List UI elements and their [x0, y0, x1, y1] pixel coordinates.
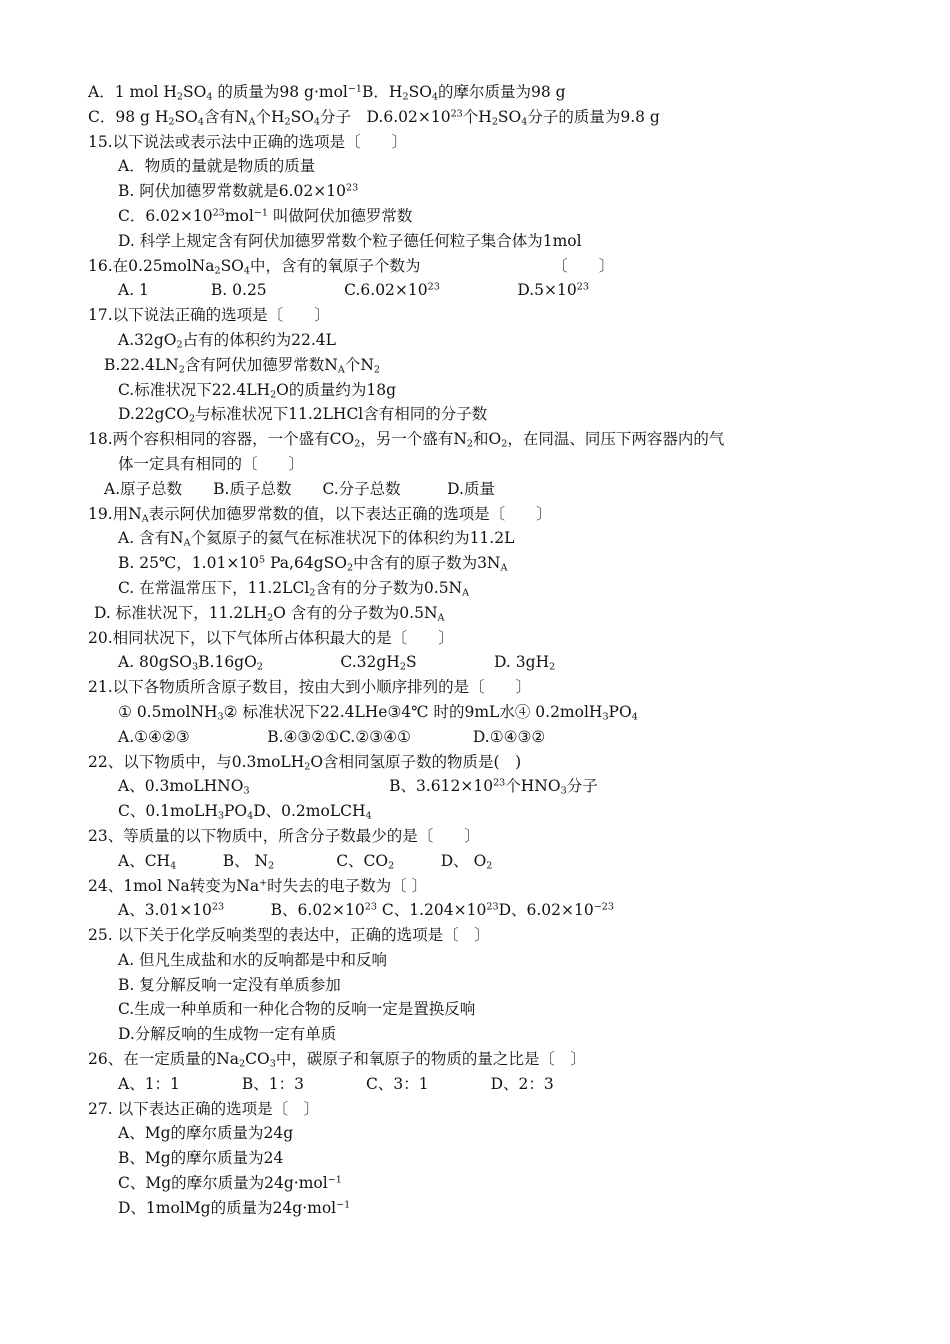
- text-line: 26、在一定质量的$Na_2CO_3$中，碳原子和氧原子的物质的量之比是〔 〕: [88, 1050, 586, 1070]
- text-line: $A.32gO_2$占有的体积约为22.4L: [118, 330, 336, 351]
- text-line: 15.以下说法或表示法中正确的选项是〔 〕: [88, 132, 408, 151]
- text-line: A. 含有$N_A$个氦原子的氦气在标准状况下的体积约为11.2L: [118, 529, 515, 549]
- text-line: A．1 mol $H_2SO_4$ 的质量为98 g·mol$^{-1}$B．$H_2SO_4$的摩尔质量为98 g: [88, 83, 566, 103]
- text-line: D. 科学上规定含有阿伏加德罗常数个粒子德任何粒子集合体为1mol: [118, 231, 582, 250]
- text-line: D、1molMg的质量为24g·mol$^{-1}$: [118, 1198, 351, 1217]
- text-line: A. 但凡生成盐和水的反响都是中和反响: [118, 950, 388, 969]
- text-line: C．$6.02\times 10^{23}mol^{-1}$ 叫做阿伏加德罗常数: [118, 206, 413, 225]
- text-line: B. 复分解反响一定没有单质参加: [118, 975, 341, 994]
- text-line: D.分解反响的生成物一定有单质: [118, 1025, 337, 1044]
- text-line: D. 标准状况下，$11.2LH_2O$ 含有的分子数为$0.5N_A$: [94, 603, 445, 624]
- text-line: 24、1mol Na转变为Na+时失去的电子数为〔 〕: [88, 876, 428, 895]
- text-line: A、0.3moLHNO$_3$ B、$3.612\times 10^{23}$个$HNO_3$分子: [118, 777, 598, 797]
- text-line: D.22gCO$_2$与标准状况下11.2LHCl含有相同的分子数: [118, 405, 488, 425]
- text-line: 19.用$N_A$表示阿伏加德罗常数的值，以下表达正确的选项是〔 〕: [88, 504, 552, 524]
- text-line: A、Mg的摩尔质量为24g: [118, 1124, 294, 1143]
- text-line: A、$CH_4$ B、 $N_2$ C、$CO_2$ D、 $O_2$: [118, 851, 493, 872]
- text-line: B. 阿伏加德罗常数就是$6.02\times 10^{23}$: [118, 182, 359, 201]
- document-page: [88, 80, 888, 1221]
- text-line: C.标准状况下$22.4LH_2O$的质量约为18g: [118, 380, 397, 400]
- text-line: 22、以下物质中，与0.3moLH$_2$O含相同氢原子数的物质是( ): [88, 752, 522, 772]
- text-line: A.原子总数 B.质子总数 C.分子总数 D.质量: [104, 479, 495, 498]
- text-line: A．物质的量就是物质的质量: [118, 157, 316, 176]
- text-line: ① 0.5molNH$_3$② 标准状况下22.4LHe③4℃ 时的9mL水④ $0.2molH_3PO_4$: [118, 702, 638, 723]
- text-line: C.生成一种单质和一种化合物的反响一定是置换反响: [118, 1000, 476, 1019]
- text-line: C、$0.1moLH_3PO_4D$、0.2moLCH$_4$: [118, 802, 372, 822]
- text-line: $B.22.4LN_2$含有阿伏加德罗常数$N_A$个$N_2$: [104, 355, 380, 376]
- text-line: 23、等质量的以下物质中，所含分子数最少的是〔 〕: [88, 826, 480, 845]
- text-line: 体一定具有相同的〔 〕: [118, 454, 305, 473]
- text-line: 21.以下各物质所含原子数目，按由大到小顺序排列的是〔 〕: [88, 678, 532, 697]
- text-line: A. 1 B. 0.25 $C.6.02\times 10^{23}$ $D.5\times 10^{23}$: [118, 281, 589, 300]
- text-line: A、$3.01\times 10^{23}$ B、$6.02\times 10^{23}$ C、$1.204\times 10^{23}D$、$6.02\times 10^{-23}$: [118, 901, 614, 920]
- text-line: A.①④②③ B.④③②①C.②③④① D.①④③②: [118, 727, 546, 746]
- text-line: 27. 以下表达正确的选项是〔 〕: [88, 1099, 320, 1118]
- text-line: B. 25℃，$1.01\times 10^5$ Pa,64gSO$_2$中含有的原子数为$3N_A$: [118, 554, 508, 574]
- text-line: 17.以下说法正确的选项是〔 〕: [88, 306, 330, 325]
- text-line: A、1：1 B、1：3 C、3：1 D、2：3: [118, 1074, 554, 1093]
- text-line: C、Mg的摩尔质量为24g·mol$^{-1}$: [118, 1174, 342, 1193]
- text-line: 18.两个容积相同的容器，一个盛有$CO_2$，另一个盛有$N_2$和$O_2$，在同温、同压下两容器内的气: [88, 430, 725, 450]
- text-line: C. 在常温常压下，11.2LCl$_2$含有的分子数为$0.5N_A$: [118, 578, 470, 599]
- text-line: 20.相同状况下，以下气体所占体积最大的是〔 〕: [88, 628, 454, 647]
- text-line: B、Mg的摩尔质量为24: [118, 1149, 284, 1168]
- text-line: C．98 g $H_2SO_4$含有$N_A$个$H_2SO_4$分子 $D.6.02\times 10^{23}$个$H_2SO_4$分子的质量为9.8 g: [88, 107, 660, 128]
- text-line: A. $80gSO_3B.16gO_2$ $C.32gH_2S$ D. $3gH_2$: [118, 653, 556, 673]
- text-line: 16.在$0.25molNa_2SO_4$中，含有的氧原子个数为 〔 〕: [88, 256, 615, 276]
- text-line: 25. 以下关于化学反响类型的表达中，正确的选项是〔 〕: [88, 926, 490, 945]
